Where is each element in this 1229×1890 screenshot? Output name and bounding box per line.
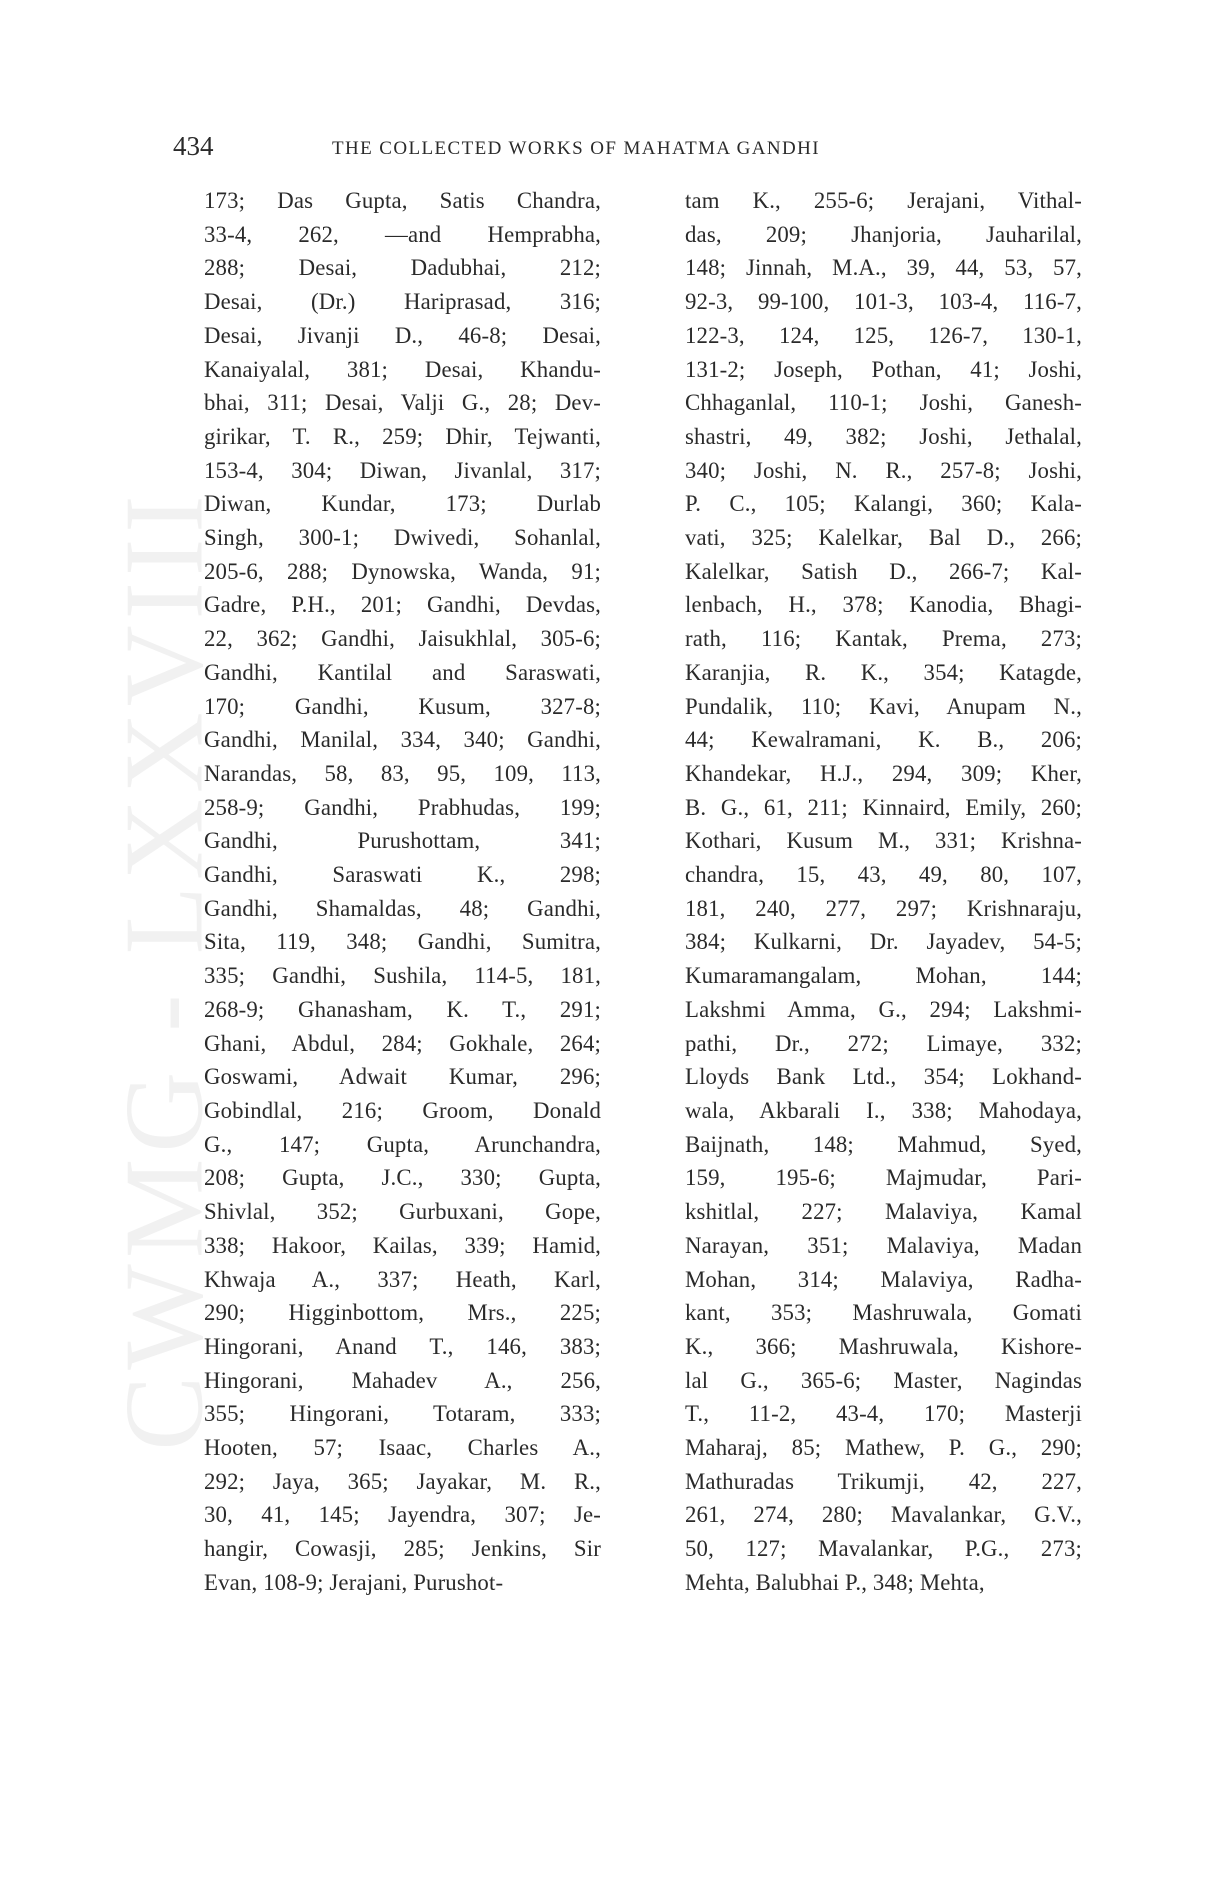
index-line: 159, 195-6; Majmudar, Pari- bbox=[685, 1165, 1082, 1191]
index-line: Mohan, 314; Malaviya, Radha- bbox=[685, 1266, 1082, 1292]
index-line: 173; Das Gupta, Satis Chandra, bbox=[204, 188, 601, 213]
index-line: Kanaiyalal, 381; Desai, Khandu- bbox=[204, 356, 601, 382]
index-line: Gandhi, Purushottam, 341; bbox=[204, 828, 601, 854]
index-line: kshitlal, 227; Malaviya, Kamal bbox=[685, 1199, 1082, 1225]
page-number: 434 bbox=[173, 131, 214, 161]
index-line: Kothari, Kusum M., 331; Krishna- bbox=[685, 828, 1082, 854]
index-line: 355; Hingorani, Totaram, 333; bbox=[204, 1401, 601, 1427]
index-line: Karanjia, R. K., 354; Katagde, bbox=[685, 659, 1082, 685]
index-line: 181, 240, 277, 297; Krishnaraju, bbox=[685, 895, 1082, 921]
index-line: 33-4, 262, —and Hemprabha, bbox=[204, 221, 601, 247]
index-line: kant, 353; Mashruwala, Gomati bbox=[685, 1300, 1082, 1326]
index-line: 268-9; Ghanasham, K. T., 291; bbox=[204, 996, 601, 1022]
index-line: Goswami, Adwait Kumar, 296; bbox=[204, 1064, 601, 1090]
index-line: 292; Jaya, 365; Jayakar, M. R., bbox=[204, 1468, 601, 1494]
index-line: 205-6, 288; Dynowska, Wanda, 91; bbox=[204, 558, 601, 584]
index-line: lal G., 365-6; Master, Nagindas bbox=[685, 1367, 1082, 1393]
index-line: Gobindlal, 216; Groom, Donald bbox=[204, 1097, 601, 1123]
index-line: Kumaramangalam, Mohan, 144; bbox=[685, 963, 1082, 989]
index-line: 170; Gandhi, Kusum, 327-8; bbox=[204, 693, 601, 719]
index-line: bhai, 311; Desai, Valji G., 28; Dev- bbox=[204, 390, 601, 416]
index-line: tam K., 255-6; Jerajani, Vithal- bbox=[685, 188, 1082, 213]
index-line: Singh, 300-1; Dwivedi, Sohanlal, bbox=[204, 525, 601, 551]
index-line: 148; Jinnah, M.A., 39, 44, 53, 57, bbox=[685, 255, 1082, 281]
index-line: hangir, Cowasji, 285; Jenkins, Sir bbox=[204, 1536, 601, 1562]
index-line: 340; Joshi, N. R., 257-8; Joshi, bbox=[685, 457, 1082, 483]
index-line: Mehta, Balubhai P., 348; Mehta, bbox=[685, 1569, 985, 1595]
index-line: T., 11-2, 43-4, 170; Masterji bbox=[685, 1401, 1082, 1427]
index-line: B. G., 61, 211; Kinnaird, Emily, 260; bbox=[685, 794, 1082, 820]
index-line: Gadre, P.H., 201; Gandhi, Devdas, bbox=[204, 592, 601, 618]
index-line: wala, Akbarali I., 338; Mahodaya, bbox=[685, 1097, 1082, 1123]
index-line: Lloyds Bank Ltd., 354; Lokhand- bbox=[685, 1064, 1082, 1090]
index-line: 384; Kulkarni, Dr. Jayadev, 54-5; bbox=[685, 929, 1082, 955]
index-line: Kalelkar, Satish D., 266-7; Kal- bbox=[685, 558, 1082, 584]
index-line: 258-9; Gandhi, Prabhudas, 199; bbox=[204, 794, 601, 820]
index-line: 131-2; Joseph, Pothan, 41; Joshi, bbox=[685, 356, 1082, 382]
index-line: K., 366; Mashruwala, Kishore- bbox=[685, 1333, 1082, 1359]
index-line: 22, 362; Gandhi, Jaisukhlal, 305-6; bbox=[204, 626, 601, 652]
index-line: 92-3, 99-100, 101-3, 103-4, 116-7, bbox=[685, 289, 1082, 315]
index-line: Desai, Jivanji D., 46-8; Desai, bbox=[204, 322, 601, 348]
index-column-left bbox=[204, 184, 601, 1600]
index-column-right bbox=[685, 184, 1082, 1600]
index-line: Khandekar, H.J., 294, 309; Kher, bbox=[685, 760, 1082, 786]
index-line: P. C., 105; Kalangi, 360; Kala- bbox=[685, 491, 1082, 517]
index-line: 338; Hakoor, Kailas, 339; Hamid, bbox=[204, 1232, 601, 1258]
index-line: 208; Gupta, J.C., 330; Gupta, bbox=[204, 1165, 601, 1191]
index-line: Hooten, 57; Isaac, Charles A., bbox=[204, 1435, 601, 1461]
index-line: 290; Higginbottom, Mrs., 225; bbox=[204, 1300, 601, 1326]
index-line: 288; Desai, Dadubhai, 212; bbox=[204, 255, 601, 281]
index-line: Hingorani, Anand T., 146, 383; bbox=[204, 1333, 601, 1359]
index-line: 30, 41, 145; Jayendra, 307; Je- bbox=[204, 1502, 601, 1528]
index-line: pathi, Dr., 272; Limaye, 332; bbox=[685, 1030, 1082, 1056]
index-line: das, 209; Jhanjoria, Jauharilal, bbox=[685, 221, 1082, 247]
index-line: Lakshmi Amma, G., 294; Lakshmi- bbox=[685, 996, 1082, 1022]
watermark-text: CWMG - LXXVIII bbox=[102, 489, 227, 1451]
index-line: chandra, 15, 43, 49, 80, 107, bbox=[685, 862, 1082, 888]
index-line: Evan, 108-9; Jerajani, Purushot- bbox=[204, 1569, 504, 1595]
index-line: Gandhi, Saraswati K., 298; bbox=[204, 862, 601, 888]
index-line: Pundalik, 110; Kavi, Anupam N., bbox=[685, 693, 1082, 719]
index-line: 261, 274, 280; Mavalankar, G.V., bbox=[685, 1502, 1082, 1528]
index-line: 44; Kewalramani, K. B., 206; bbox=[685, 727, 1082, 753]
index-line: Chhaganlal, 110-1; Joshi, Ganesh- bbox=[685, 390, 1082, 416]
index-line: Baijnath, 148; Mahmud, Syed, bbox=[685, 1131, 1082, 1157]
index-line: Hingorani, Mahadev A., 256, bbox=[204, 1367, 601, 1393]
index-line: Gandhi, Manilal, 334, 340; Gandhi, bbox=[204, 727, 601, 753]
index-line: 50, 127; Mavalankar, P.G., 273; bbox=[685, 1536, 1082, 1562]
index-line: Narandas, 58, 83, 95, 109, 113, bbox=[204, 760, 601, 786]
index-line: Mathuradas Trikumji, 42, 227, bbox=[685, 1468, 1082, 1494]
index-line: Shivlal, 352; Gurbuxani, Gope, bbox=[204, 1199, 601, 1225]
index-line: 153-4, 304; Diwan, Jivanlal, 317; bbox=[204, 457, 601, 483]
index-line: Maharaj, 85; Mathew, P. G., 290; bbox=[685, 1435, 1082, 1461]
index-line: rath, 116; Kantak, Prema, 273; bbox=[685, 626, 1082, 652]
index-line: 122-3, 124, 125, 126-7, 130-1, bbox=[685, 322, 1082, 348]
index-line: Sita, 119, 348; Gandhi, Sumitra, bbox=[204, 929, 601, 955]
index-line: Narayan, 351; Malaviya, Madan bbox=[685, 1232, 1082, 1258]
index-line: G., 147; Gupta, Arunchandra, bbox=[204, 1131, 601, 1157]
index-line: 335; Gandhi, Sushila, 114-5, 181, bbox=[204, 963, 601, 989]
index-line: lenbach, H., 378; Kanodia, Bhagi- bbox=[685, 592, 1082, 618]
index-line: girikar, T. R., 259; Dhir, Tejwanti, bbox=[204, 423, 601, 449]
index-line: Gandhi, Kantilal and Saraswati, bbox=[204, 659, 601, 685]
index-line: Diwan, Kundar, 173; Durlab bbox=[204, 491, 601, 517]
index-line: vati, 325; Kalelkar, Bal D., 266; bbox=[685, 525, 1082, 551]
index-line: Desai, (Dr.) Hariprasad, 316; bbox=[204, 289, 601, 315]
watermark bbox=[102, 350, 227, 1590]
index-line: Gandhi, Shamaldas, 48; Gandhi, bbox=[204, 895, 601, 921]
running-head: THE COLLECTED WORKS OF MAHATMA GANDHI bbox=[332, 138, 820, 159]
index-line: shastri, 49, 382; Joshi, Jethalal, bbox=[685, 423, 1082, 449]
index-line: Ghani, Abdul, 284; Gokhale, 264; bbox=[204, 1030, 601, 1056]
index-line: Khwaja A., 337; Heath, Karl, bbox=[204, 1266, 601, 1292]
